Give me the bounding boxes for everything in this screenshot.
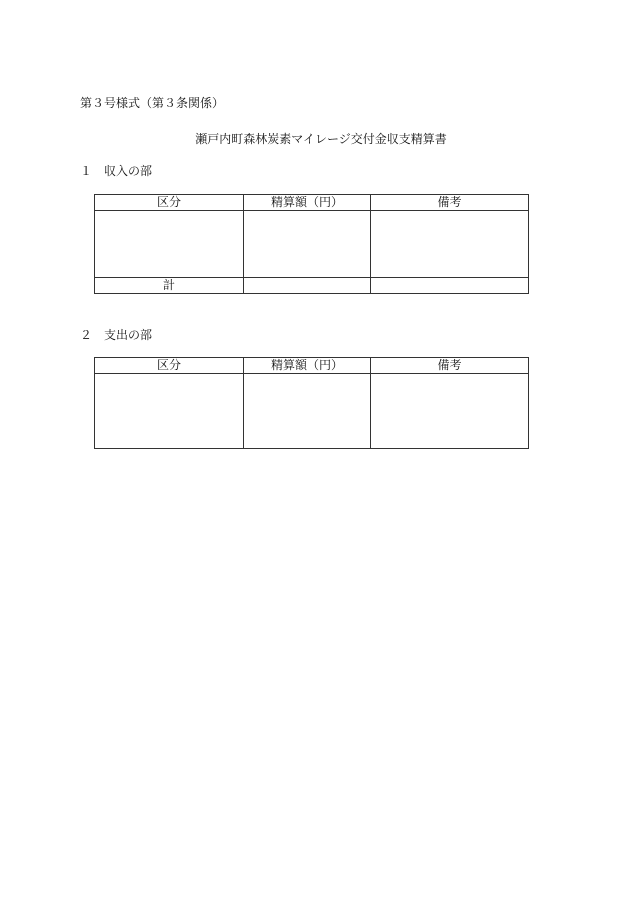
expense-amount-cell[interactable] bbox=[244, 374, 371, 449]
expense-header-row bbox=[95, 358, 529, 374]
income-section-heading bbox=[80, 163, 152, 179]
expense-section-heading bbox=[80, 327, 152, 343]
income-total-label: 計 bbox=[95, 278, 244, 294]
income-entry-row bbox=[95, 211, 529, 278]
expense-section-number: ２ bbox=[80, 328, 93, 342]
income-col-amount: 精算額（円） bbox=[244, 195, 371, 211]
income-col-category: 区分 bbox=[95, 195, 244, 211]
income-category-cell[interactable] bbox=[95, 211, 244, 278]
income-header-row bbox=[95, 195, 529, 211]
income-remarks-cell[interactable] bbox=[371, 211, 529, 278]
expense-col-amount: 精算額（円） bbox=[244, 358, 371, 374]
expense-section-title: 支出の部 bbox=[104, 328, 153, 342]
income-section-number: １ bbox=[80, 164, 93, 178]
expense-table bbox=[94, 357, 529, 449]
document-title: 瀬戸内町森林炭素マイレージ交付金収支精算書 bbox=[195, 132, 447, 146]
income-col-remarks: 備考 bbox=[371, 195, 529, 211]
income-table bbox=[94, 194, 529, 294]
expense-col-remarks: 備考 bbox=[371, 358, 529, 374]
income-total-amount-cell[interactable] bbox=[244, 278, 371, 294]
form-number: 第３号様式（第３条関係） bbox=[80, 96, 225, 110]
income-total-row bbox=[95, 278, 529, 294]
expense-remarks-cell[interactable] bbox=[371, 374, 529, 449]
expense-entry-row bbox=[95, 374, 529, 449]
expense-col-category: 区分 bbox=[95, 358, 244, 374]
expense-category-cell[interactable] bbox=[95, 374, 244, 449]
income-section-title: 収入の部 bbox=[104, 164, 153, 178]
income-amount-cell[interactable] bbox=[244, 211, 371, 278]
income-total-remarks-cell[interactable] bbox=[371, 278, 529, 294]
